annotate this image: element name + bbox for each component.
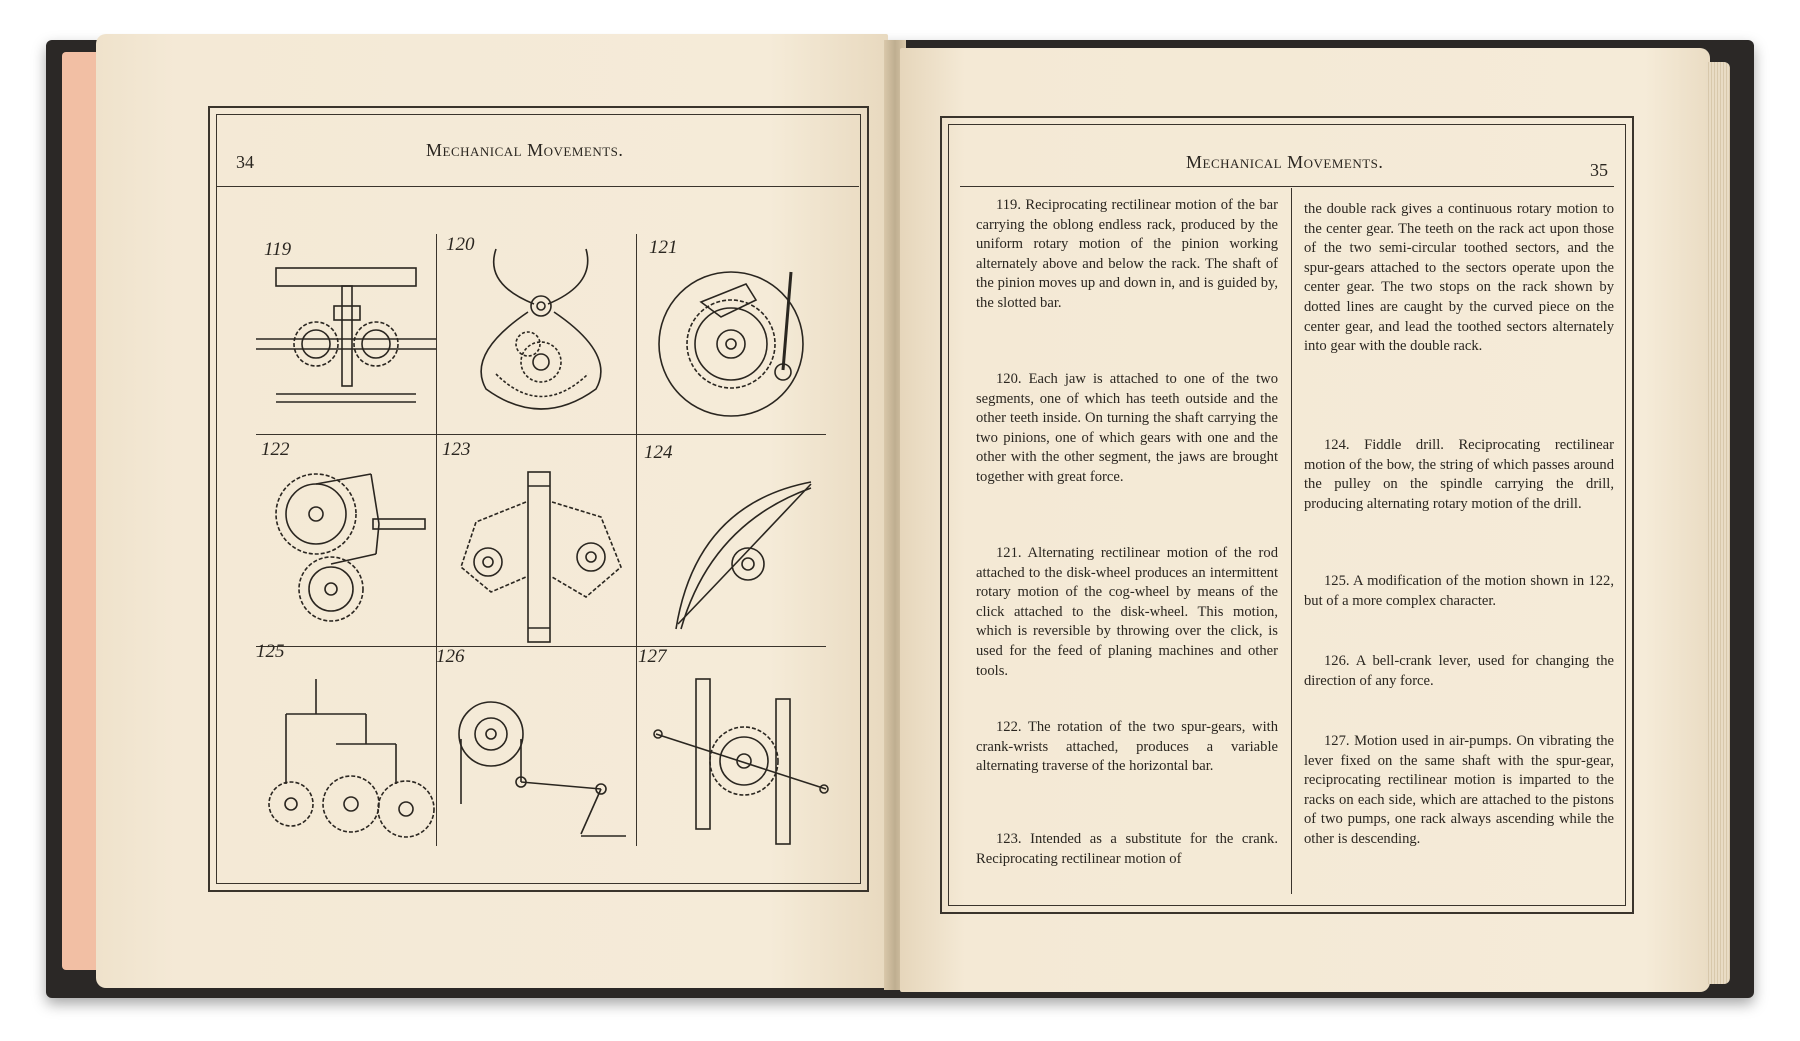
paragraph-126: 126. A bell-crank lever, used for changing the direction of any force. bbox=[1304, 653, 1614, 689]
figure-number: 127 bbox=[638, 646, 667, 667]
left-page-number: 34 bbox=[236, 152, 254, 172]
figure-125-illustration bbox=[256, 674, 436, 844]
paragraph-123: 123. Intended as a substitute for the crank. Reciprocating rectilinear motion of bbox=[976, 831, 1278, 867]
paragraph-120: 120. Each jaw is attached to one of the two segments, one of which has teeth outside and the other teeth inside. On turning the shaft carrying the two pinions, one of which gears with one and the other with the other segment, the jaws are brought together with great force. bbox=[976, 371, 1278, 485]
paragraph-127: 127. Motion used in air-pumps. On vibrating the lever fixed on the same shaft with the spur-gear, reciprocating rectilinear motion is imparted to the racks on each side, which are attached to the pistons of two pumps, one rack always ascending while the other is descending. bbox=[1304, 733, 1614, 847]
page-edges bbox=[1706, 62, 1730, 984]
paragraph-124: 124. Fiddle drill. Reciprocating rectilinear motion of the bow, the string of which passes around the pulley on the spindle carrying the drill, producing alternating rotary motion of the drill. bbox=[1304, 437, 1614, 512]
figure-number: 124 bbox=[644, 442, 673, 463]
figure-number: 120 bbox=[446, 234, 475, 255]
column-divider bbox=[1291, 188, 1292, 894]
left-running-head: Mechanical Movements. bbox=[426, 140, 624, 160]
figure-126-illustration bbox=[451, 694, 631, 844]
paragraph-122: 122. The rotation of the two spur-gears, with crank-wrists attached, produces a variable alternating traverse of the horizontal bar. bbox=[976, 719, 1278, 775]
figure-124-illustration bbox=[656, 474, 826, 639]
right-page-number: 35 bbox=[1590, 160, 1608, 180]
paragraph-121: 121. Alternating rectilinear motion of the rod attached to the disk-wheel produces an intermittent rotary motion of the cog-wheel by means of the click attached to the disk-wheel. This motion, which is reversible by throwing over the click, is used for the feed of planing machines and other tools. bbox=[976, 545, 1278, 679]
grid-vline-2 bbox=[636, 234, 637, 846]
paragraph-119: 119. Reciprocating rectilinear motion of the bar carrying the oblong endless rack, produced by the uniform rotary motion of the pinion working alternately above and below the rack. The shaft of the pinion moves up and down in, and is guided by, the slotted bar. bbox=[976, 197, 1278, 311]
right-text-column bbox=[1304, 200, 1614, 900]
figure-121-illustration bbox=[651, 262, 831, 422]
figure-number: 123 bbox=[442, 439, 471, 460]
figure-122-illustration bbox=[261, 464, 431, 634]
left-text-column bbox=[976, 196, 1278, 896]
figure-number: 126 bbox=[436, 646, 465, 667]
paragraph-125: 125. A modification of the motion shown in 122, but of a more complex character. bbox=[1304, 573, 1614, 609]
left-page bbox=[96, 34, 888, 988]
figure-120-illustration bbox=[456, 244, 626, 424]
figure-number: 121 bbox=[649, 237, 678, 258]
figure-number: 122 bbox=[261, 439, 290, 460]
figure-number: 125 bbox=[256, 641, 285, 662]
right-head-rule bbox=[960, 186, 1614, 187]
grid-hline-1 bbox=[256, 434, 826, 435]
figure-123-illustration bbox=[446, 472, 631, 642]
paragraph-123-continued: the double rack gives a continuous rotary motion to the center gear. The teeth on the rack act upon those of the two semi-circular toothed sectors, and the spur-gears attached to the sectors operate upon the center gear. The two stops on the rack shown by dotted lines are caught by the curved piece on the center gear, and lead the toothed sectors alternately into gear with the double rack. bbox=[1304, 201, 1614, 355]
grid-hline-2 bbox=[256, 646, 826, 647]
figure-number: 119 bbox=[264, 239, 292, 260]
figure-119-illustration bbox=[256, 266, 436, 426]
grid-vline-1 bbox=[436, 234, 437, 846]
left-head-rule bbox=[216, 186, 859, 187]
figure-127-illustration bbox=[656, 679, 831, 844]
right-running-head: Mechanical Movements. bbox=[1186, 152, 1384, 172]
right-page bbox=[900, 48, 1710, 992]
